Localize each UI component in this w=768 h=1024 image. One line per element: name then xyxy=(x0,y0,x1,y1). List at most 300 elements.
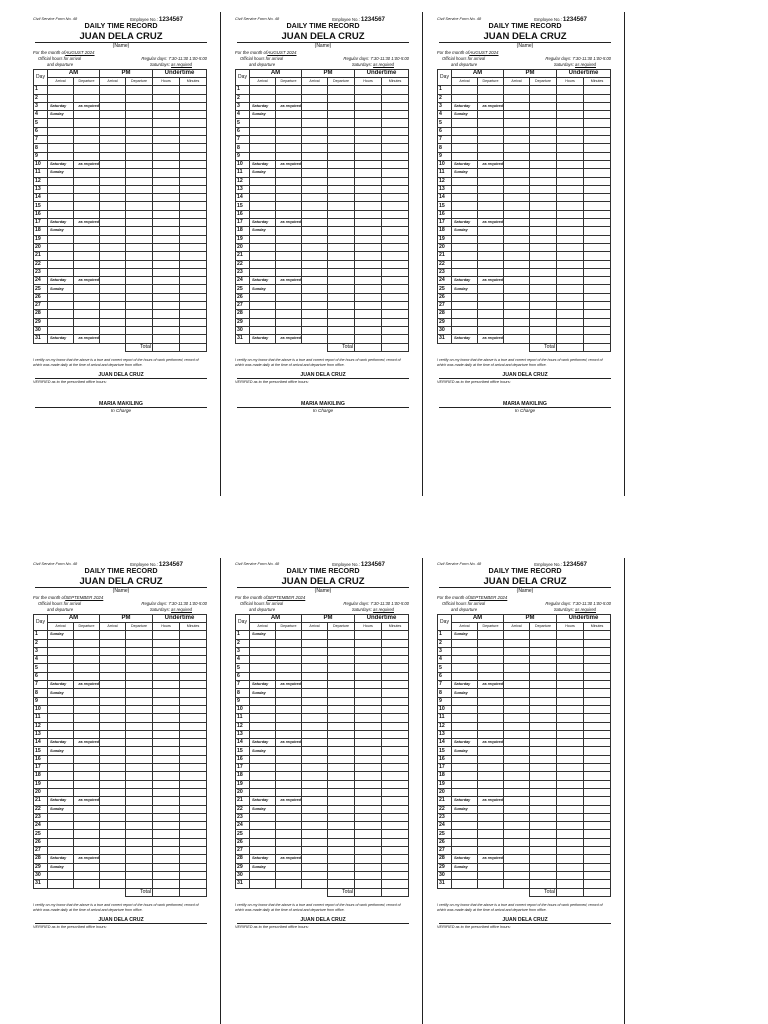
time-cell[interactable] xyxy=(302,243,328,251)
time-cell[interactable] xyxy=(382,813,409,821)
time-cell[interactable] xyxy=(250,697,276,705)
saturday-note[interactable]: Saturday xyxy=(250,739,276,747)
time-cell[interactable] xyxy=(126,227,153,235)
time-cell[interactable] xyxy=(584,152,611,160)
time-cell[interactable] xyxy=(530,111,557,119)
time-cell[interactable] xyxy=(250,210,276,218)
time-cell[interactable] xyxy=(100,302,126,310)
time-cell[interactable] xyxy=(584,102,611,110)
time-cell[interactable] xyxy=(100,219,126,227)
time-cell[interactable] xyxy=(382,194,409,202)
time-cell[interactable] xyxy=(530,252,557,260)
time-cell[interactable] xyxy=(504,672,530,680)
time-cell[interactable] xyxy=(302,144,328,152)
time-cell[interactable] xyxy=(100,822,126,830)
time-cell[interactable] xyxy=(478,697,504,705)
time-cell[interactable] xyxy=(584,739,611,747)
time-cell[interactable] xyxy=(382,764,409,772)
time-cell[interactable] xyxy=(180,755,207,763)
time-cell[interactable] xyxy=(504,722,530,730)
time-cell[interactable] xyxy=(557,119,584,127)
time-cell[interactable] xyxy=(302,772,328,780)
time-cell[interactable] xyxy=(276,705,302,713)
time-cell[interactable] xyxy=(180,863,207,871)
time-cell[interactable] xyxy=(328,714,355,722)
time-cell[interactable] xyxy=(48,252,74,260)
time-cell[interactable] xyxy=(302,780,328,788)
time-cell[interactable] xyxy=(557,656,584,664)
time-cell[interactable] xyxy=(452,647,478,655)
time-cell[interactable] xyxy=(250,880,276,888)
time-cell[interactable] xyxy=(250,127,276,135)
time-cell[interactable] xyxy=(302,285,328,293)
sunday-note[interactable]: Sunday xyxy=(452,747,478,755)
time-cell[interactable] xyxy=(153,119,180,127)
time-cell[interactable] xyxy=(74,755,100,763)
time-cell[interactable] xyxy=(48,310,74,318)
time-cell[interactable] xyxy=(504,185,530,193)
total-hours-cell[interactable] xyxy=(355,343,382,351)
time-cell[interactable] xyxy=(180,689,207,697)
time-cell[interactable] xyxy=(276,714,302,722)
time-cell[interactable] xyxy=(504,805,530,813)
time-cell[interactable] xyxy=(276,730,302,738)
time-cell[interactable] xyxy=(355,681,382,689)
sunday-note[interactable]: Sunday xyxy=(250,805,276,813)
as-required-note[interactable]: as required xyxy=(478,739,504,747)
time-cell[interactable] xyxy=(530,235,557,243)
time-cell[interactable] xyxy=(355,863,382,871)
sunday-note[interactable]: Sunday xyxy=(250,111,276,119)
time-cell[interactable] xyxy=(302,194,328,202)
time-cell[interactable] xyxy=(250,871,276,879)
time-cell[interactable] xyxy=(530,847,557,855)
saturday-note[interactable]: Saturday xyxy=(48,219,74,227)
time-cell[interactable] xyxy=(504,219,530,227)
time-cell[interactable] xyxy=(276,136,302,144)
time-cell[interactable] xyxy=(557,838,584,846)
time-cell[interactable] xyxy=(382,111,409,119)
time-cell[interactable] xyxy=(180,656,207,664)
time-cell[interactable] xyxy=(276,235,302,243)
time-cell[interactable] xyxy=(153,144,180,152)
time-cell[interactable] xyxy=(478,880,504,888)
time-cell[interactable] xyxy=(276,639,302,647)
time-cell[interactable] xyxy=(276,772,302,780)
time-cell[interactable] xyxy=(126,243,153,251)
time-cell[interactable] xyxy=(382,302,409,310)
time-cell[interactable] xyxy=(180,788,207,796)
as-required-note[interactable]: as required xyxy=(74,739,100,747)
time-cell[interactable] xyxy=(355,144,382,152)
time-cell[interactable] xyxy=(48,194,74,202)
time-cell[interactable] xyxy=(126,252,153,260)
time-cell[interactable] xyxy=(382,714,409,722)
time-cell[interactable] xyxy=(74,664,100,672)
time-cell[interactable] xyxy=(74,235,100,243)
as-required-note[interactable]: as required xyxy=(276,160,302,168)
time-cell[interactable] xyxy=(153,94,180,102)
time-cell[interactable] xyxy=(530,243,557,251)
time-cell[interactable] xyxy=(126,119,153,127)
time-cell[interactable] xyxy=(452,185,478,193)
time-cell[interactable] xyxy=(557,780,584,788)
time-cell[interactable] xyxy=(557,302,584,310)
time-cell[interactable] xyxy=(478,813,504,821)
time-cell[interactable] xyxy=(530,302,557,310)
time-cell[interactable] xyxy=(153,871,180,879)
time-cell[interactable] xyxy=(557,863,584,871)
time-cell[interactable] xyxy=(584,127,611,135)
time-cell[interactable] xyxy=(180,177,207,185)
time-cell[interactable] xyxy=(530,656,557,664)
time-cell[interactable] xyxy=(530,788,557,796)
time-cell[interactable] xyxy=(530,855,557,863)
time-cell[interactable] xyxy=(557,102,584,110)
time-cell[interactable] xyxy=(355,788,382,796)
time-cell[interactable] xyxy=(584,144,611,152)
time-cell[interactable] xyxy=(584,822,611,830)
time-cell[interactable] xyxy=(302,722,328,730)
time-cell[interactable] xyxy=(584,631,611,639)
time-cell[interactable] xyxy=(584,705,611,713)
time-cell[interactable] xyxy=(478,252,504,260)
saturday-note[interactable]: Saturday xyxy=(250,335,276,343)
time-cell[interactable] xyxy=(48,880,74,888)
time-cell[interactable] xyxy=(584,697,611,705)
time-cell[interactable] xyxy=(100,714,126,722)
time-cell[interactable] xyxy=(478,144,504,152)
time-cell[interactable] xyxy=(126,739,153,747)
time-cell[interactable] xyxy=(328,639,355,647)
time-cell[interactable] xyxy=(126,722,153,730)
time-cell[interactable] xyxy=(153,86,180,94)
time-cell[interactable] xyxy=(382,780,409,788)
time-cell[interactable] xyxy=(328,285,355,293)
time-cell[interactable] xyxy=(504,631,530,639)
time-cell[interactable] xyxy=(74,722,100,730)
time-cell[interactable] xyxy=(48,656,74,664)
time-cell[interactable] xyxy=(557,260,584,268)
time-cell[interactable] xyxy=(355,177,382,185)
time-cell[interactable] xyxy=(530,714,557,722)
time-cell[interactable] xyxy=(126,656,153,664)
time-cell[interactable] xyxy=(504,169,530,177)
time-cell[interactable] xyxy=(530,730,557,738)
as-required-note[interactable]: as required xyxy=(478,219,504,227)
time-cell[interactable] xyxy=(302,111,328,119)
time-cell[interactable] xyxy=(478,631,504,639)
time-cell[interactable] xyxy=(250,293,276,301)
time-cell[interactable] xyxy=(557,202,584,210)
time-cell[interactable] xyxy=(584,714,611,722)
time-cell[interactable] xyxy=(504,739,530,747)
time-cell[interactable] xyxy=(153,672,180,680)
time-cell[interactable] xyxy=(276,302,302,310)
time-cell[interactable] xyxy=(530,863,557,871)
time-cell[interactable] xyxy=(126,689,153,697)
time-cell[interactable] xyxy=(180,880,207,888)
time-cell[interactable] xyxy=(452,177,478,185)
time-cell[interactable] xyxy=(382,639,409,647)
time-cell[interactable] xyxy=(276,822,302,830)
time-cell[interactable] xyxy=(557,797,584,805)
time-cell[interactable] xyxy=(478,780,504,788)
time-cell[interactable] xyxy=(355,194,382,202)
time-cell[interactable] xyxy=(74,243,100,251)
time-cell[interactable] xyxy=(100,94,126,102)
time-cell[interactable] xyxy=(584,805,611,813)
time-cell[interactable] xyxy=(153,219,180,227)
time-cell[interactable] xyxy=(100,119,126,127)
time-cell[interactable] xyxy=(180,813,207,821)
time-cell[interactable] xyxy=(504,119,530,127)
time-cell[interactable] xyxy=(382,169,409,177)
time-cell[interactable] xyxy=(504,260,530,268)
time-cell[interactable] xyxy=(100,111,126,119)
time-cell[interactable] xyxy=(153,755,180,763)
time-cell[interactable] xyxy=(328,326,355,334)
time-cell[interactable] xyxy=(530,822,557,830)
time-cell[interactable] xyxy=(100,764,126,772)
time-cell[interactable] xyxy=(504,788,530,796)
time-cell[interactable] xyxy=(328,855,355,863)
time-cell[interactable] xyxy=(355,705,382,713)
time-cell[interactable] xyxy=(153,202,180,210)
time-cell[interactable] xyxy=(328,681,355,689)
time-cell[interactable] xyxy=(126,235,153,243)
time-cell[interactable] xyxy=(584,656,611,664)
time-cell[interactable] xyxy=(355,755,382,763)
time-cell[interactable] xyxy=(382,185,409,193)
time-cell[interactable] xyxy=(328,102,355,110)
time-cell[interactable] xyxy=(276,177,302,185)
time-cell[interactable] xyxy=(328,730,355,738)
time-cell[interactable] xyxy=(504,152,530,160)
time-cell[interactable] xyxy=(530,202,557,210)
time-cell[interactable] xyxy=(382,689,409,697)
time-cell[interactable] xyxy=(382,102,409,110)
time-cell[interactable] xyxy=(100,672,126,680)
time-cell[interactable] xyxy=(126,822,153,830)
time-cell[interactable] xyxy=(153,326,180,334)
time-cell[interactable] xyxy=(355,202,382,210)
time-cell[interactable] xyxy=(452,268,478,276)
time-cell[interactable] xyxy=(584,730,611,738)
time-cell[interactable] xyxy=(48,755,74,763)
time-cell[interactable] xyxy=(48,152,74,160)
time-cell[interactable] xyxy=(276,780,302,788)
time-cell[interactable] xyxy=(504,102,530,110)
time-cell[interactable] xyxy=(504,86,530,94)
saturday-note[interactable]: Saturday xyxy=(48,855,74,863)
time-cell[interactable] xyxy=(452,813,478,821)
time-cell[interactable] xyxy=(48,830,74,838)
time-cell[interactable] xyxy=(584,863,611,871)
time-cell[interactable] xyxy=(250,838,276,846)
time-cell[interactable] xyxy=(504,755,530,763)
time-cell[interactable] xyxy=(382,144,409,152)
time-cell[interactable] xyxy=(74,127,100,135)
time-cell[interactable] xyxy=(302,219,328,227)
time-cell[interactable] xyxy=(276,697,302,705)
time-cell[interactable] xyxy=(478,177,504,185)
time-cell[interactable] xyxy=(126,260,153,268)
time-cell[interactable] xyxy=(584,219,611,227)
time-cell[interactable] xyxy=(382,94,409,102)
time-cell[interactable] xyxy=(74,714,100,722)
time-cell[interactable] xyxy=(100,268,126,276)
time-cell[interactable] xyxy=(328,689,355,697)
time-cell[interactable] xyxy=(302,714,328,722)
time-cell[interactable] xyxy=(180,219,207,227)
time-cell[interactable] xyxy=(250,310,276,318)
time-cell[interactable] xyxy=(584,310,611,318)
time-cell[interactable] xyxy=(584,111,611,119)
time-cell[interactable] xyxy=(74,697,100,705)
time-cell[interactable] xyxy=(504,277,530,285)
time-cell[interactable] xyxy=(276,260,302,268)
sunday-note[interactable]: Sunday xyxy=(250,689,276,697)
time-cell[interactable] xyxy=(250,639,276,647)
time-cell[interactable] xyxy=(328,772,355,780)
time-cell[interactable] xyxy=(584,855,611,863)
sunday-note[interactable]: Sunday xyxy=(48,227,74,235)
time-cell[interactable] xyxy=(74,764,100,772)
time-cell[interactable] xyxy=(530,326,557,334)
time-cell[interactable] xyxy=(504,780,530,788)
time-cell[interactable] xyxy=(126,202,153,210)
time-cell[interactable] xyxy=(302,730,328,738)
time-cell[interactable] xyxy=(74,847,100,855)
time-cell[interactable] xyxy=(328,880,355,888)
time-cell[interactable] xyxy=(250,86,276,94)
saturday-note[interactable]: Saturday xyxy=(452,277,478,285)
time-cell[interactable] xyxy=(328,722,355,730)
time-cell[interactable] xyxy=(180,136,207,144)
time-cell[interactable] xyxy=(328,194,355,202)
time-cell[interactable] xyxy=(276,722,302,730)
time-cell[interactable] xyxy=(478,119,504,127)
time-cell[interactable] xyxy=(48,177,74,185)
time-cell[interactable] xyxy=(153,243,180,251)
time-cell[interactable] xyxy=(355,219,382,227)
time-cell[interactable] xyxy=(557,335,584,343)
time-cell[interactable] xyxy=(530,285,557,293)
time-cell[interactable] xyxy=(382,210,409,218)
time-cell[interactable] xyxy=(478,772,504,780)
time-cell[interactable] xyxy=(557,855,584,863)
time-cell[interactable] xyxy=(452,243,478,251)
time-cell[interactable] xyxy=(584,235,611,243)
time-cell[interactable] xyxy=(355,689,382,697)
time-cell[interactable] xyxy=(250,664,276,672)
time-cell[interactable] xyxy=(355,822,382,830)
time-cell[interactable] xyxy=(126,838,153,846)
time-cell[interactable] xyxy=(74,94,100,102)
time-cell[interactable] xyxy=(530,689,557,697)
time-cell[interactable] xyxy=(126,847,153,855)
time-cell[interactable] xyxy=(74,705,100,713)
time-cell[interactable] xyxy=(355,111,382,119)
time-cell[interactable] xyxy=(355,847,382,855)
time-cell[interactable] xyxy=(153,293,180,301)
time-cell[interactable] xyxy=(355,722,382,730)
time-cell[interactable] xyxy=(584,830,611,838)
time-cell[interactable] xyxy=(557,639,584,647)
time-cell[interactable] xyxy=(584,243,611,251)
time-cell[interactable] xyxy=(153,772,180,780)
time-cell[interactable] xyxy=(302,102,328,110)
time-cell[interactable] xyxy=(452,705,478,713)
time-cell[interactable] xyxy=(302,277,328,285)
time-cell[interactable] xyxy=(126,318,153,326)
time-cell[interactable] xyxy=(180,252,207,260)
time-cell[interactable] xyxy=(504,639,530,647)
time-cell[interactable] xyxy=(452,252,478,260)
time-cell[interactable] xyxy=(382,656,409,664)
time-cell[interactable] xyxy=(153,788,180,796)
time-cell[interactable] xyxy=(302,160,328,168)
time-cell[interactable] xyxy=(504,705,530,713)
time-cell[interactable] xyxy=(584,169,611,177)
time-cell[interactable] xyxy=(302,755,328,763)
time-cell[interactable] xyxy=(328,310,355,318)
time-cell[interactable] xyxy=(153,310,180,318)
time-cell[interactable] xyxy=(382,705,409,713)
time-cell[interactable] xyxy=(100,194,126,202)
time-cell[interactable] xyxy=(504,813,530,821)
time-cell[interactable] xyxy=(452,136,478,144)
time-cell[interactable] xyxy=(302,689,328,697)
time-cell[interactable] xyxy=(250,318,276,326)
time-cell[interactable] xyxy=(328,863,355,871)
time-cell[interactable] xyxy=(382,647,409,655)
time-cell[interactable] xyxy=(74,822,100,830)
time-cell[interactable] xyxy=(382,243,409,251)
time-cell[interactable] xyxy=(302,310,328,318)
time-cell[interactable] xyxy=(557,219,584,227)
time-cell[interactable] xyxy=(355,805,382,813)
time-cell[interactable] xyxy=(180,318,207,326)
time-cell[interactable] xyxy=(180,871,207,879)
time-cell[interactable] xyxy=(74,210,100,218)
time-cell[interactable] xyxy=(355,697,382,705)
time-cell[interactable] xyxy=(478,764,504,772)
time-cell[interactable] xyxy=(452,127,478,135)
time-cell[interactable] xyxy=(100,318,126,326)
time-cell[interactable] xyxy=(48,243,74,251)
as-required-note[interactable]: as required xyxy=(478,335,504,343)
time-cell[interactable] xyxy=(355,838,382,846)
time-cell[interactable] xyxy=(452,260,478,268)
time-cell[interactable] xyxy=(48,119,74,127)
time-cell[interactable] xyxy=(302,705,328,713)
time-cell[interactable] xyxy=(530,705,557,713)
time-cell[interactable] xyxy=(126,136,153,144)
time-cell[interactable] xyxy=(276,318,302,326)
time-cell[interactable] xyxy=(153,797,180,805)
time-cell[interactable] xyxy=(180,739,207,747)
time-cell[interactable] xyxy=(100,235,126,243)
time-cell[interactable] xyxy=(584,722,611,730)
time-cell[interactable] xyxy=(48,813,74,821)
time-cell[interactable] xyxy=(328,185,355,193)
time-cell[interactable] xyxy=(48,94,74,102)
time-cell[interactable] xyxy=(276,631,302,639)
time-cell[interactable] xyxy=(180,855,207,863)
time-cell[interactable] xyxy=(153,177,180,185)
